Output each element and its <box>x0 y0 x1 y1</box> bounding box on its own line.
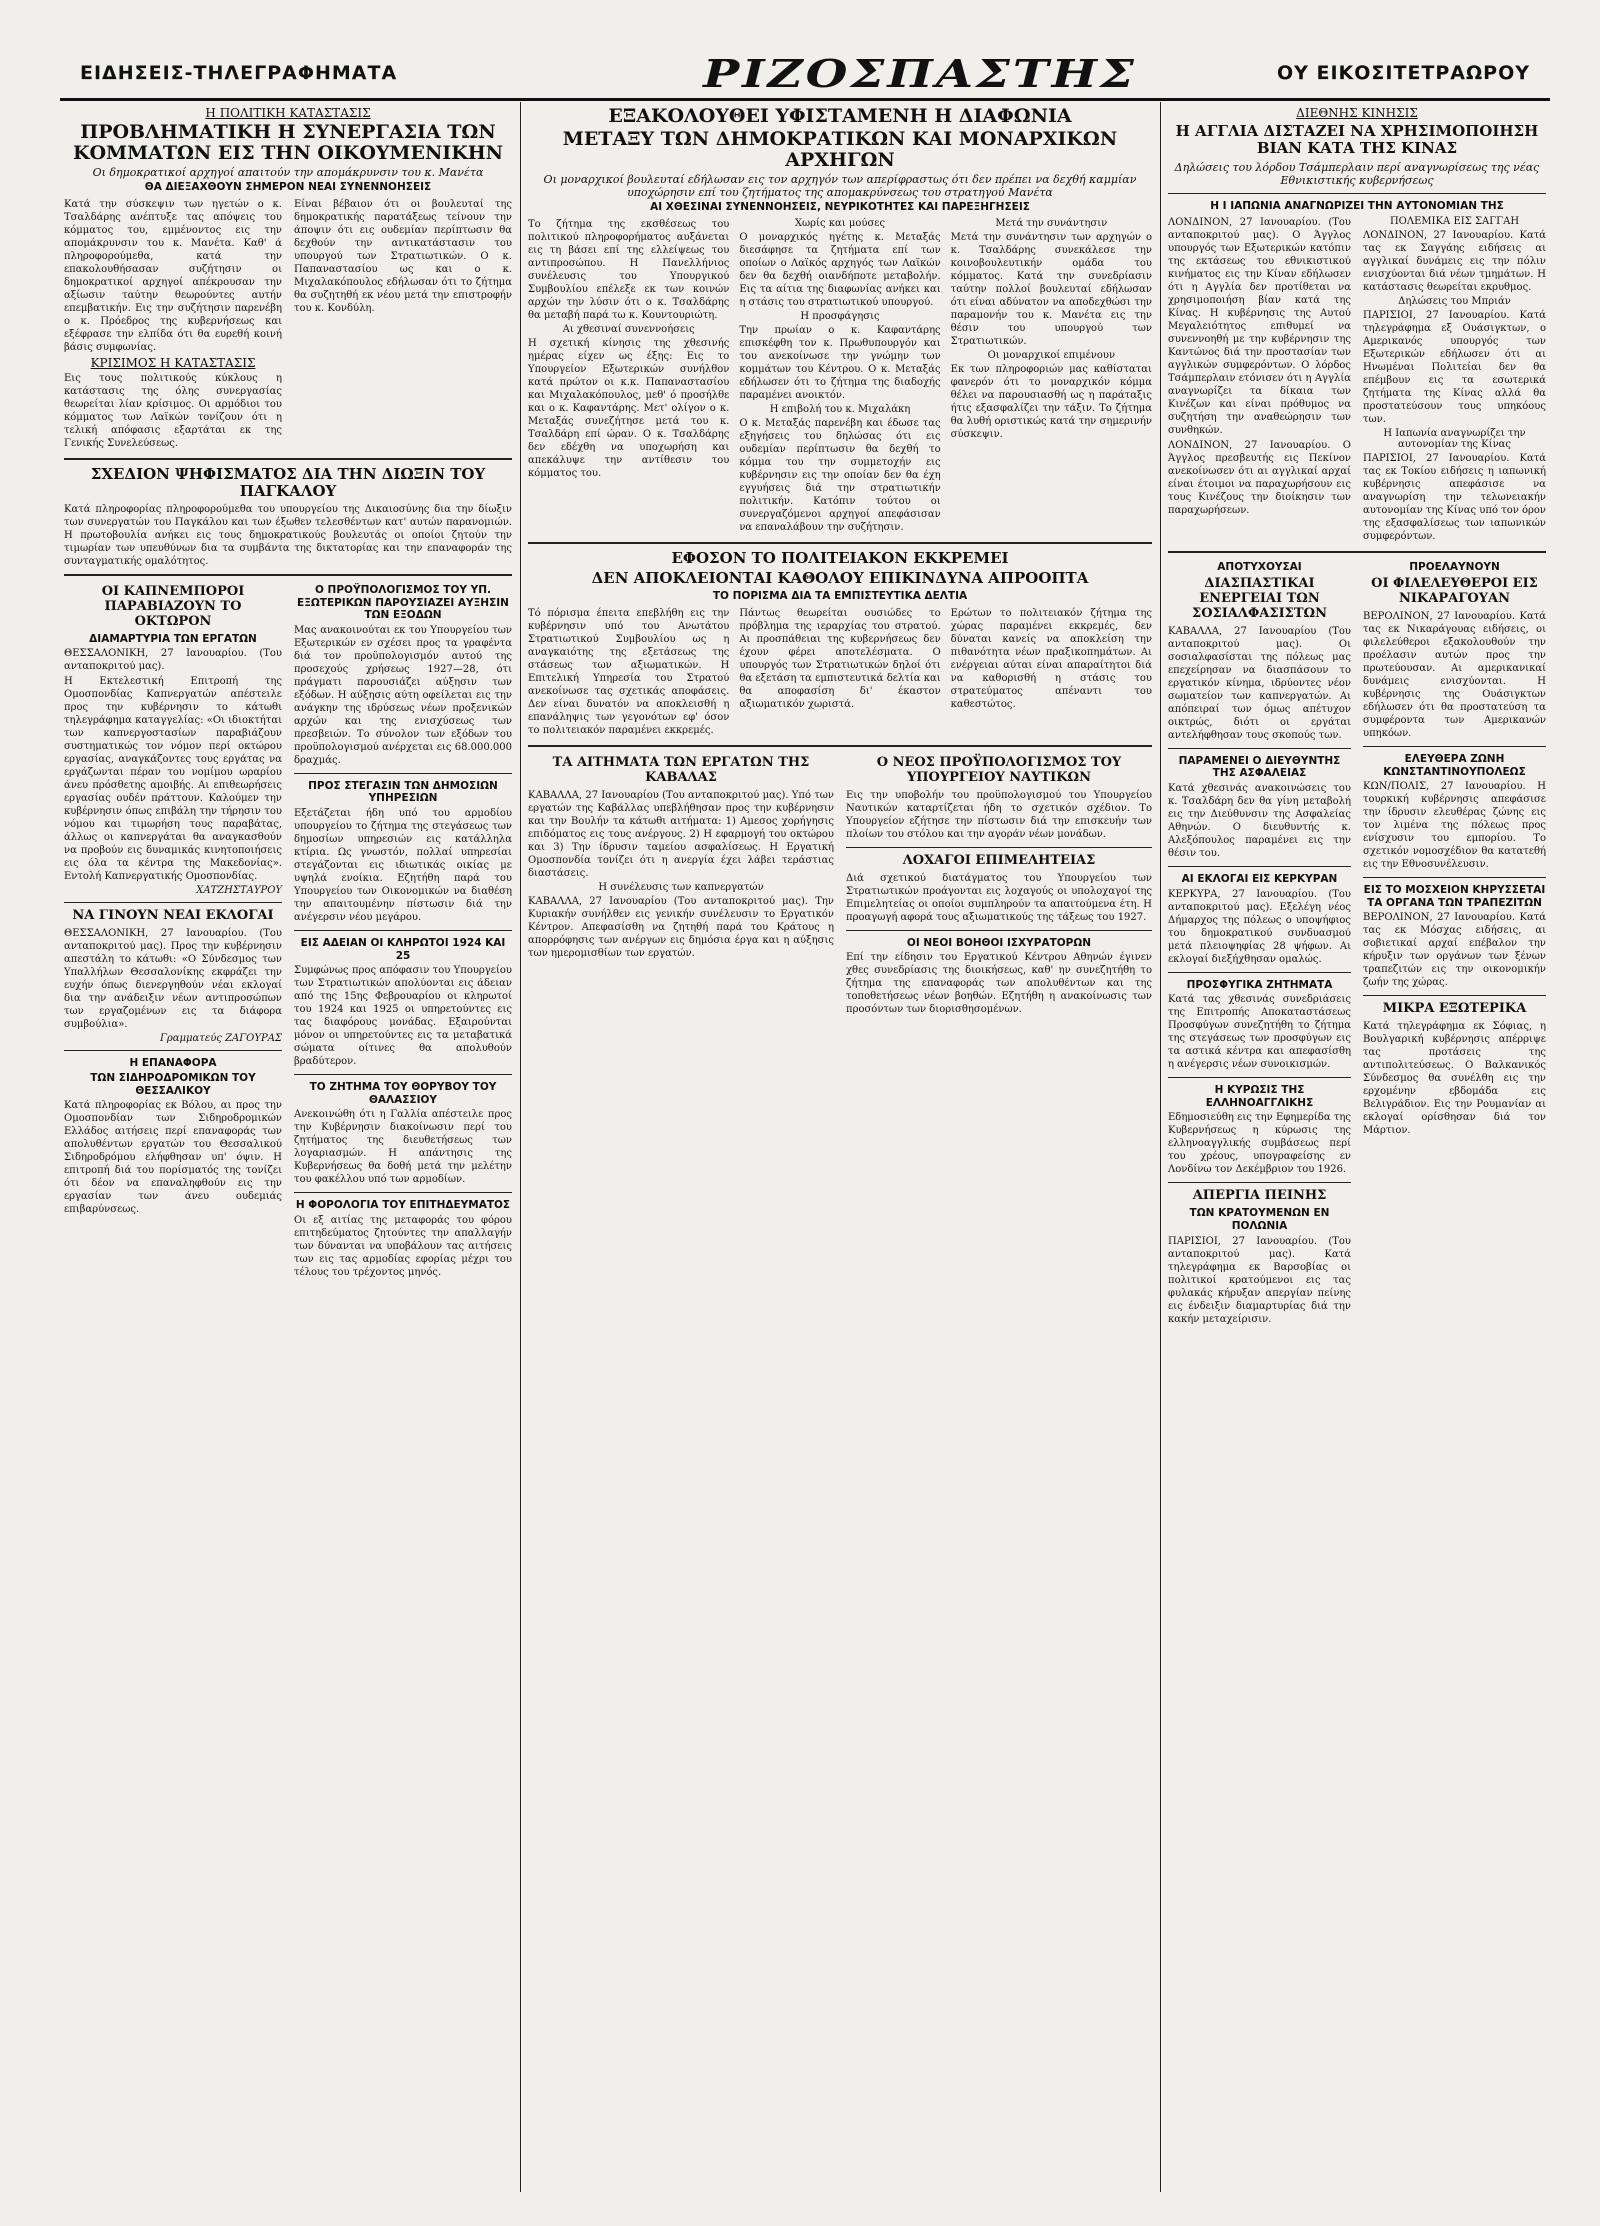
article-body: Ανεκοινώθη ότι η Γαλλία απέστειλε προς την Κυβέρνησιν διακοίνωσιν περί του ζητήματος της διευθετήσεως των λογαριασμών. Η απάντησις της Κυβερνήσεως θα δοθή μετά την μελέτην του φακέλλου υπό των αρμοδίων. <box>294 1109 512 1186</box>
article-body: Εδημοσιεύθη εις την Εφημερίδα της Κυβερνήσεως η κύρωσις της ελληνοαγγλικής συμβάσεως περί του χρέους, υπογραφείσης εν Λονδίνω τον Δεκέμβριον του 1926. <box>1168 1112 1351 1176</box>
article-body: ΚΩΝ/ΠΟΛΙΣ, 27 Ιανουαρίου. Η τουρκική κυβέρνησις απεφάσισε την ίδρυσιν ελευθέρας ζώνης εις τον λιμένα της πόλεως προς ενίσχυσιν του εμπορίου. Το σχετικόν νομοσχέδιον θα κατατεθή εις την Εθνοσυνέλευσιν. <box>1363 781 1546 871</box>
article-headline: ΟΙ ΚΑΠΝΕΜΠΟΡΟΙ ΠΑΡΑΒΙΑΖΟΥΝ ΤΟ ΟΚΤΩΡΟΝ <box>101 584 245 629</box>
article-headline: ΠΡΟΣΦΥΓΙΚΑ ΖΗΤΗΜΑΤΑ <box>1186 978 1333 991</box>
article-headline: ΛΟΧΑΓΟΙ ΕΠΙΜΕΛΗΤΕΙΑΣ <box>902 852 1096 868</box>
article-headline: ΟΙ ΝΕΟΙ ΒΟΗΘΟΙ ΙΣΧΥΡΑΤΟΡΩΝ <box>906 936 1092 949</box>
article-kicker: Η ΠΟΛΙΤΙΚΗ ΚΑΤΑΣΤΑΣΙΣ <box>205 106 371 120</box>
article-subheadline: ΘΑ ΔΙΕΞΑΧΘΟΥΝ ΣΗΜΕΡΟΝ ΝΕΑΙ ΣΥΝΕΝΝΟΗΣΕΙΣ <box>144 180 432 193</box>
article-headline: ΠΡΟΣ ΣΤΕΓΑΣΙΝ ΤΩΝ ΔΗΜΟΣΙΩΝ ΥΠΗΡΕΣΙΩΝ <box>308 779 498 805</box>
article-headline: ΣΧΕΔΙΟΝ ΨΗΦΙΣΜΑΤΟΣ ΔΙΑ ΤΗΝ ΔΙΩΞΙΝ ΤΟΥ ΠΑΓΚΑΛΟΥ <box>90 464 486 500</box>
article-body: ΘΕΣΣΑΛΟΝΙΚΗ, 27 Ιανουαρίου. (Του ανταποκριτού μας). Προς την κυβέρνησιν απεστάλη το κάτωθι: «Ο Σύνδεσμος των Υπαλλήλων Θεσσαλονίκης εκφράζει την ευχήν όπως διενεργηθούν νέαι εκλογαί δια την ανάδειξιν νέων αντιπροσώπων των εργαζομένων εις τα διάφορα συμβούλια». <box>64 928 282 1031</box>
article-body: Κατά χθεσινάς ανακοινώσεις του κ. Τσαλδάρη δεν θα γίνη μεταβολή εις την Διεύθυνσιν της Ασφαλείας Αθηνών. Ο διευθυντής κ. Αλεξόπουλος παραμένει εις την θέσιν του. <box>1168 783 1351 860</box>
divider <box>294 1192 512 1193</box>
article-body: Εκ των πληροφοριών μας καθίσταται φανερόν ότι το μοναρχικόν κόμμα θέλει να παρουσιασθή ως η παράταξις ήτις εξασφαλίζει την τάξιν. Το ζήτημα θα λυθή οριστικώς κατά την σημερινήν σύσκεψιν. <box>950 363 1152 440</box>
divider <box>1363 746 1546 747</box>
article-kicker: Η ΕΠΑΝΑΦΟΡΑ <box>129 1057 217 1070</box>
article-headline: ΑΠΕΡΓΙΑ ΠΕΙΝΗΣ <box>1192 1188 1327 1204</box>
article-subheadline: Η Ι ΙΑΠΩΝΙΑ ΑΝΑΓΝΩΡΙΖΕΙ ΤΗΝ ΑΥΤΟΝΟΜΙΑΝ ΤΗΣ <box>1210 199 1504 212</box>
article-headline: ΠΑΡΑΜΕΝΕΙ Ο ΔΙΕΥΘΥΝΤΗΣ ΤΗΣ ΑΣΦΑΛΕΙΑΣ <box>1178 754 1341 780</box>
article-body: Ο μοναρχικός ηγέτης κ. Μεταξάς διεσάφησε τα ζητήματα επί των οποίων ο Λαϊκός αρχηγός των Λαϊκών δεν θα δεχθή οιανδήποτε μεταβολήν. Εις τα αίτια της διαφωνίας ανήκει και η στάσις του στρατιωτικού υπουργού. <box>739 231 941 308</box>
article-body: Είναι βέβαιον ότι οι βουλευταί της δημοκρατικής παρατάξεως τείνουν την άποψιν ότι εις ουδεμίαν περίπτωσιν θα δεχθούν την αντικατάστασιν του υπουργού των Στρατιωτικών. Ο κ. Παπαναστασίου ως και ο κ. Μιχαλακόπουλος εδήλωσαν ότι το ζήτημα θα συζητηθή εκ νέου μετά την επιστροφήν του κ. Κονδύλη. <box>294 198 512 314</box>
divider <box>1168 1077 1351 1078</box>
center-column <box>528 104 1152 2194</box>
article-body: ΚΑΒΑΛΛΑ, 27 Ιανουαρίου (Του ανταποκριτού μας). Οι σοσιαλφασίσται της πόλεως μας επεχείρησαν να διασπάσουν το εργατικόν κίνημα, ιδρύοντες νέον σωματείον των καπνεργατών. Αι απόπειραί των όμως απέτυχον οικτρώς, διότι οι εργάται αντελήφθησαν τους σκοπούς των. <box>1168 625 1351 741</box>
section-subhead: Η συνέλευσις των καπνεργατών <box>598 881 764 893</box>
masthead <box>60 51 1550 97</box>
divider <box>1363 877 1546 878</box>
article-headline: Ο ΠΡΟΫΠΟΛΟΓΙΣΜΟΣ ΤΟΥ ΥΠ. ΕΞΩΤΕΡΙΚΩΝ ΠΑΡΟΥΣΙΑΖΕΙ ΑΥΞΗΣΙΝ ΤΩΝ ΕΞΟΔΩΝ <box>297 584 509 622</box>
left-column <box>64 104 512 2194</box>
article-body: Οι εξ αιτίας της μεταφοράς του φόρου επιτηδεύματος ζητούντες την απαλλαγήν των δύνανται να υποβάλουν τας αιτήσεις των εις τας αρμοδίας εφορίας μέχρι του τέλους του τρέχοντος μηνός. <box>294 1215 512 1278</box>
lead-headline: ΜΕΤΑΞΥ ΤΩΝ ΔΗΜΟΚΡΑΤΙΚΩΝ ΚΑΙ ΜΟΝΑΡΧΙΚΩΝ ΑΡΧΗΓΩΝ <box>562 127 1118 171</box>
article-body: ΚΕΡΚΥΡΑ, 27 Ιανουαρίου. (Του ανταποκριτού μας). Εξελέγη νέος Δήμαρχος της πόλεως ο υποψήφιος του δημοκρατικού συνδυασμού μετά πλειοψηφίας 28 ψήφων. Αι εκλογαί διεξήχθησαν ομαλώς. <box>1168 888 1351 965</box>
article-body: Κατά πληροφορίας εκ Βόλου, αι προς την Ομοσπονδίαν των Σιδηροδρομικών Ελλάδος αιτήσεις περί επαναφοράς των απολυθέντων εργατών του Θεσσαλικού Σιδηροδρόμου ελήφθησαν υπ' όψιν. Η επιτροπή διά του πορίσματός της τονίζει ότι δέον να επαναληφθούν εις την εργασίαν των άνευ ουδεμιάς επιβαρύνσεως. <box>64 1100 282 1216</box>
article-dek: Οι δημοκρατικοί αρχηγοί απαιτούν την απομάκρυνσιν του κ. Μανέτα <box>92 165 484 179</box>
article-body: Μας ανακοινούται εκ του Υπουργείου των Εξωτερικών εν σχέσει προς τα γραφέντα διά τον προϋπολογισμόν αυτού της προσεχούς χρήσεως 1927—28, ότι πράγματι παρουσιάζει αύξησιν των εξόδων. Η αύξησις αύτη οφείλεται εις την ανάγκην της ιδρύσεως νέων προξενικών αρχών και της ενισχύσεως των πρεσβειών. Το σύνολον των εξόδων του προϋπολογισμού ανέρχεται εις 68.000.000 δραχμάς. <box>294 624 512 766</box>
article-subheadline: ΤΟ ΠΟΡΙΣΜΑ ΔΙΑ ΤΑ ΕΜΠΙΣΤΕΥΤΙΚΑ ΔΕΛΤΙΑ <box>712 590 968 603</box>
article-headline: ΜΙΚΡΑ ΕΞΩΤΕΡΙΚΑ <box>1382 1001 1527 1017</box>
article-headline: ΕΦΟΣΟΝ ΤΟ ΠΟΛΙΤΕΙΑΚΟΝ ΕΚΚΡΕΜΕΙ <box>671 548 1009 567</box>
article-headline: ΝΑ ΓΙΝΟΥΝ ΝΕΑΙ ΕΚΛΟΓΑΙ <box>72 908 274 924</box>
article-body: Η Εκτελεστική Επιτροπή της Ομοσπονδίας Καπνεργατών απέστειλε προς την κυβέρνησιν το κάτωθι τηλεγράφημα καταγγελίας: «Οι ιδιοκτήται των καπνεργοστασίων παραβιάζουν συστηματικώς τον νόμον περί οκτώρου εργασίας, αναγκάζοντες τους εργάτας να εργάζωνται πέραν του νομίμου ωραρίου άνευ πρόσθετης αμοιβής. Αι επιθεωρήσεις εργασίας ουδέν πράττουν. Καλούμεν την κυβέρνησιν όπως επιβάλη την τήρησιν του νόμου και τιμωρήση τους παραβάτας, άλλως οι καπνεργάται θα αναγκασθούν να προβούν εις δυναμικάς κινητοποιήσεις εις όλα τα κέντρα της Μακεδονίας». Εντολή Καπνεργατικής Ομοσπονδίας. <box>64 676 282 883</box>
divider <box>64 574 512 576</box>
article-body: Εξετάζεται ήδη υπό του αρμοδίου υπουργείου το ζήτημα της στεγάσεως των δημοσίων υπηρεσιών εις κατάλληλα κτίρια. Ως γνωστόν, πολλαί υπηρεσίαι στεγάζονται εις ιδιωτικάς οικίας με υψηλά ενοίκια. Εζητήθη παρά του Υπουργείου των Οικονομικών να διαθέση την απαιτουμένην πίστωσιν διά την ανέγερσιν νέου μεγάρου. <box>294 808 512 924</box>
section-kicker: ΚΡΙΣΙΜΟΣ Η ΚΑΤΑΣΤΑΣΙΣ <box>90 355 256 370</box>
article-subheadline: ΔΙΑΜΑΡΤΥΡΙΑ ΤΩΝ ΕΡΓΑΤΩΝ <box>89 632 257 645</box>
article-body: Κατά πληροφορίας πληροφορούμεθα του υπουργείου της Δικαιοσύνης δια την δίωξιν των συνεργατών του Παγκάλου και των έξωθεν τελεσθέντων κατ' αυτών παρανομιών. Η πρωτοβουλία ανήκει εις τους δημοκρατικούς βουλευτάς οι οποίοι ζητούν την τιμωρίαν των υπευθύνων δια τα συμβάντα της δικτατορίας και την επαναφοράν της συνταγματικής ομαλότητος. <box>64 504 512 568</box>
article-body: Εις τους πολιτικούς κύκλους η κατάστασις της όλης συνεργασίας θεωρείται λίαν κρίσιμος. Οι αρμόδιοι του κόμματος των Λαϊκών τονίζουν ότι η τελική απόφασις εξαρτάται εκ της Γενικής Συνελεύσεως. <box>64 372 282 449</box>
article-body: ΚΑΒΑΛΛΑ, 27 Ιανουαρίου (Του ανταποκριτού μας). Την Κυριακήν συνήλθεν εις γενικήν συνέλευσιν το Εργατικόν Κέντρον. Απεφασίσθη να ζητηθή παρά του Κράτους η απορρόφησις των ανέργων εις δημόσια έργα και η αύξησις των ημερομισθίων των εργατών. <box>528 895 834 959</box>
section-title-news: ΕΙΔΗΣΕΙΣ-ΤΗΛΕΓΡΑΦΗΜΑΤΑ <box>80 62 398 84</box>
section-subhead: ΠΟΛΕΜΙΚΑ ΕΙΣ ΣΑΓΓΑΗ <box>1389 216 1520 228</box>
divider <box>1168 551 1546 553</box>
section-subhead: Οι μοναρχικοί επιμένουν <box>987 349 1116 361</box>
section-title-24h: ΟΥ ΕΙΚΟΣΙΤΕΤΡΑΩΡΟΥ <box>1276 62 1530 84</box>
article-signature: Γραμματεύς ΖΑΓΟΥΡΑΣ <box>159 1033 282 1045</box>
divider <box>294 1074 512 1075</box>
section-subhead: Χωρίς και μούσες <box>794 217 886 229</box>
article-body: ΠΑΡΙΣΙΟΙ, 27 Ιανουαρίου. Κατά τηλεγράφημα εξ Ουάσιγκτων, ο Αμερικανός υπουργός των Εξωτερικών εδήλωσεν ότι αι Ηνωμέναι Πολιτείαι δεν θα επέμβουν εις τα εσωτερικά ζητήματα της Κίνας αλλά θα προστατεύσουν τους υπηκόους των. <box>1363 310 1546 426</box>
divider <box>1168 193 1546 194</box>
column-divider <box>1160 102 1161 2192</box>
article-body: ΒΕΡΟΛΙΝΟΝ, 27 Ιανουαρίου. Κατά τας εκ Νικαράγουας ειδήσεις, οι φιλελεύθεροι εξακολουθούν την προέλασιν αυτών προς την πρωτεύουσαν. Αι αμερικανικαί δυνάμεις ενισχύονται. Η κυβέρνησις της Ουάσιγκτων εδήλωσεν ότι θα προστατεύση τα συμφέροντα των Αμερικανών υπηκόων. <box>1363 610 1546 739</box>
divider <box>528 542 1152 544</box>
article-kicker: ΔΙΕΘΝΗΣ ΚΙΝΗΣΙΣ <box>1296 106 1418 120</box>
section-subhead: Η προσφάγησις <box>800 310 880 322</box>
divider <box>1168 1182 1351 1183</box>
section-subhead: Αι χθεσιναί συνεννοήσεις <box>562 323 695 335</box>
lead-headline: ΕΞΑΚΟΛΟΥΘΕΙ ΥΦΙΣΤΑΜΕΝΗ Η ΔΙΑΦΩΝΙΑ <box>608 105 1072 127</box>
article-body: Η σχετική κίνησις της χθεσινής ημέρας είχεν ως έξης: Εις το Υπουργείον Εξωτερικών συνήλθον κατά πρώτον οι κ.κ. Παπαναστασίου και Μιχαλακόπουλος, μεθ' ό προσήλθε και ο κ. Καφαντάρης. Μετ' ολίγον ο κ. Μεταξάς συνεζήτησε μετά του κ. Τσαλδάρη επί ώραν. Ο κ. Τσαλδάρης δεν εδέχθη να υποχωρήση και απεκάλυψε την αντίθεσιν του κόμματος του. <box>528 337 730 479</box>
lead-subheadline: ΑΙ ΧΘΕΣΙΝΑΙ ΣΥΝΕΝΝΟΗΣΕΙΣ, ΝΕΥΡΙΚΟΤΗΤΕΣ ΚΑΙ ΠΑΡΕΞΗΓΗΣΕΙΣ <box>650 201 1030 214</box>
divider <box>64 1050 282 1051</box>
article-body: Εις την υποβολήν του προϋπολογισμού του Υπουργείου Ναυτικών καταρτίζεται ήδη το σχετικόν σχέδιον. Το Υπουργείον εζήτησε την πίστωσιν διά την επισκευήν των πλοίων του στόλου και την αγοράν νέων μονάδων. <box>846 789 1152 840</box>
divider <box>1168 748 1351 749</box>
divider <box>1168 972 1351 973</box>
article-headline: Η ΦΟΡΟΛΟΓΙΑ ΤΟΥ ΕΠΙΤΗΔΕΥΜΑΤΟΣ <box>295 1199 511 1212</box>
article-body: ΛΟΝΔΙΝΟΝ, 27 Ιανουαρίου. (Του ανταποκριτού μας). Ο Άγγλος υπουργός των Εξωτερικών κατόπιν της εκτάσεως του εθνικιστικού κινήματος εις την Κίναν εδήλωσεν ότι η Αγγλία δεν προτίθεται να χρησιμοποιήση βίαν κατά της Κίνας. Η κυβέρνησις της Αυτού Μεγαλειότητος επιθυμεί να συνεννοηθή με την κυβέρνησιν της Καντώνος διά την προστασίαν των αγγλικών συμφερόντων. Ο λόρδος Τσάμπερλαιν ετόνισεν ότι η Αγγλία αναγνωρίζει τα δίκαια των Κινέζων και είναι πρόθυμος να συζητήση την αναθεώρησιν των συνθηκών. <box>1168 217 1351 437</box>
article-dek: Δηλώσεις του λόρδου Τσάμπερλαιν περί αναγνωρίσεως της νέας Εθνικιστικής κυβερνήσεως <box>1174 160 1540 187</box>
article-headline: ΕΛΕΥΘΕΡΑ ΖΩΝΗ ΚΩΝΣΤΑΝΤΙΝΟΥΠΟΛΕΩΣ <box>1383 752 1526 778</box>
masthead-rule <box>60 98 1550 101</box>
article-body: Πάντως θεωρείται ουσιώδες το πρόβλημα της ιεραρχίας του στρατού. Αι προσπάθειαι της κυβερνήσεως δεν έχουν φέρει αποτελέσματα. Ο υπουργός των Στρατιωτικών δηλοί ότι θα εξετάση τα εμπιστευτικά δελτία και θα αποφασίση δι' έκαστον αξιωματικόν χωριστά. <box>739 607 941 710</box>
divider <box>64 902 282 903</box>
article-body: Κατά τας χθεσινάς συνεδριάσεις της Επιτροπής Αποκαταστάσεως Προσφύγων συνεζητήθη το ζήτημα της στεγάσεως των προσφύγων εις τα αστικά κέντρα και απεφασίσθη η ανέγερσις νέων συνοικισμών. <box>1168 994 1351 1071</box>
section-subhead: Η Ιαπωνία αναγνωρίζει την αυτονομίαν της Κίνας <box>1383 428 1526 451</box>
divider <box>1363 995 1546 996</box>
newspaper-title: ΡΙΖΟΣΠΑΣΤΗΣ <box>703 51 1137 97</box>
article-body: Μετά την συνάντησιν των αρχηγών ο κ. Τσαλδάρης συνεκάλεσε την κοινοβουλευτικήν ομάδα του κόμματος. Κατά την συνεδρίασιν ταύτην πολλοί βουλευταί εδήλωσαν ότι είναι αδύνατον να αποδεχθώσι την παραμονήν του κ. Μανέτα εις την θέσιν του υπουργού των Στρατιωτικών. <box>950 231 1152 347</box>
article-body: ΚΑΒΑΛΛΑ, 27 Ιανουαρίου (Του ανταποκριτού μας). Υπό των εργατών της Καβάλλας υπεβλήθησαν προς την κυβέρνησιν και την Βουλήν τα κάτωθι αιτήματα: 1) Αμεσος χορήγησις επιδόματος εις τους ανέργους. 2) Η εφαρμογή του οκτώρου και 3) Την ίδρυσιν ταμείου ασφαλίσεως. Η Εργατική Ομοσπονδία τονίζει ότι η ανεργία έχει λάβει τεράστιας διαστάσεις. <box>528 789 834 879</box>
article-headline: ΤΟ ΖΗΤΗΜΑ ΤΟΥ ΘΟΡΥΒΟΥ ΤΟΥ ΘΑΛΑΣΣΙΟΥ <box>309 1081 497 1106</box>
section-subhead: Δηλώσεις του Μπριάν <box>1398 296 1511 308</box>
article-body: Κατά την σύσκεψιν των ηγετών ο κ. Τσαλδάρης ανέπτυξε τας απόψεις του κόμματος του, εμμένοντος εις την απομάκρυνσιν του κ. Μανέτα. Καθ' ά πληροφορούμεθα, κατά την επακολουθήσασαν συζήτησιν οι δημοκρατικοί αρχηγοί απέκρουσαν την αξίωσιν ταύτην θεωρούντες αυτήν επεμβατικήν. Εις την συζήτησιν παρενέβη ο κ. Πρόεδρος της κυβερνήσεως και εξέφρασε την ελπίδα ότι θα ευρεθή κοινή βάσις συμφωνίας. <box>64 198 282 353</box>
article-body: Την πρωίαν ο κ. Καφαντάρης επισκέφθη τον κ. Πρωθυπουργόν και του ανεκοίνωσε την γνώμην των κομμάτων του Κέντρου. Ο κ. Μεταξάς εδήλωσεν ότι το ζήτημα της διαδοχής παραμένει ανοικτόν. <box>739 324 941 401</box>
section-subhead: Η επιβολή του κ. Μιχαλάκη <box>769 403 911 415</box>
divider <box>846 847 1152 848</box>
article-headline: ΕΙΣ ΑΔΕΙΑΝ ΟΙ ΚΛΗΡΩΤΟΙ 1924 ΚΑΙ 25 <box>300 937 506 962</box>
article-headline: ΕΙΣ ΤΟ ΜΟΣΧΕΙΟΝ ΚΗΡΥΣΣΕΤΑΙ ΤΑ ΟΡΓΑΝΑ ΤΩΝ ΤΡΑΠΕΖΙΤΩΝ <box>1363 884 1546 909</box>
article-signature: ΧΑΤΖΗΣΤΑΥΡΟΥ <box>196 885 282 897</box>
article-body: Ο κ. Μεταξάς παρενέβη και έδωσε τας εξηγήσεις του δηλώσας ότι εις ουδεμίαν περίπτωσιν θα δεχθή το κόμμα του την συμμετοχήν εις κυβέρνησιν εις την οποίαν δεν θα έχη εγγυήσεις διά την στρατιωτικήν πολιτικήν. Κατόπιν τούτου οι συνεργαζόμενοι αρχηγοί απεφάσισαν να επαναλάβουν την συζήτησιν. <box>739 417 941 533</box>
column-divider <box>520 102 521 2192</box>
article-body: ΛΟΝΔΙΝΟΝ, 27 Ιανουαρίου. Κατά τας εκ Σαγγάης ειδήσεις αι αγγλικαί δυνάμεις εις την πόλιν ενισχύονται διά νέων τμημάτων. Η κατάστασις θεωρείται εκρυθμος. <box>1363 230 1546 294</box>
right-column <box>1168 104 1546 2194</box>
article-kicker: ΠΡΟΕΛΑΥΝΟΥΝ <box>1409 561 1500 574</box>
article-headline: ΔΕΝ ΑΠΟΚΛΕΙΟΝΤΑΙ ΚΑΘΟΛΟΥ ΕΠΙΚΙΝΔΥΝΑ ΑΠΡΟΟΠΤΑ <box>591 568 1089 587</box>
article-body: Διά σχετικού διατάγματος του Υπουργείου των Στρατιωτικών προάγονται εις λοχαγούς οι υπολοχαγοί της Επιμελητείας οι οποίοι συμπληρούν τα απαιτούμενα έτη. Η προαγωγή αφορά τους αξιωματικούς της τάξεως του 1927. <box>846 872 1152 923</box>
article-kicker: ΑΠΟΤΥΧΟΥΣΑΙ <box>1217 561 1302 574</box>
article-body: ΒΕΡΟΛΙΝΟΝ, 27 Ιανουαρίου. Κατά τας εκ Μόσχας ειδήσεις, αι σοβιετικαί αρχαί επέβαλον την κήρυξιν των οργάνων των ξένων τραπεζιτών εις την οικονομικήν ζωήν της χώρας. <box>1363 912 1546 989</box>
article-subheadline: ΤΩΝ ΚΡΑΤΟΥΜΕΝΩΝ ΕΝ ΠΟΛΩΝΙΑ <box>1189 1207 1330 1232</box>
article-headline: Ο ΝΕΟΣ ΠΡΟΫΠΟΛΟΓΙΣΜΟΣ ΤΟΥ ΥΠΟΥΡΓΕΙΟΥ ΝΑΥΤΙΚΩΝ <box>876 754 1122 785</box>
section-subhead: Μετά την συνάντησιν <box>995 217 1108 229</box>
article-dateline: ΘΕΣΣΑΛΟΝΙΚΗ, 27 Ιανουαρίου. (Του ανταποκριτού μας). <box>64 648 282 673</box>
article-headline: ΠΡΟΒΛΗΜΑΤΙΚΗ Η ΣΥΝΕΡΓΑΣΙΑ ΤΩΝ ΚΟΜΜΑΤΩΝ ΕΙΣ ΤΗΝ ΟΙΚΟΥΜΕΝΙΚΗΝ <box>72 121 504 164</box>
article-headline: ΑΙ ΕΚΛΟΓΑΙ ΕΙΣ ΚΕΡΚΥΡΑΝ <box>1181 873 1338 886</box>
article-headline: Η ΚΥΡΩΣΙΣ ΤΗΣ ΕΛΛΗΝΟΑΓΓΛΙΚΗΣ <box>1205 1084 1314 1109</box>
article-headline: ΔΙΑΣΠΑΣΤΙΚΑΙ ΕΝΕΡΓΕΙΑΙ ΤΩΝ ΣΟΣΙΑΛΦΑΣΙΣΤΩΝ <box>1192 576 1327 621</box>
article-body: Το ζήτημα της εκσθέσεως του πολιτικού πληροφορήματος αυξάνεται εις τη βάσει επί της ελλείψεως του αντιπροσώπου. Η Πανελλήνιος συνέλευσις του Υπουργικού Συμβουλίου επέλεξε εκ των κοινών αρχών την λύσιν ότι ο κ. Τσαλδάρης θα μεταβή παρά τω κ. Κουντουριώτη. <box>528 218 730 321</box>
divider <box>1168 866 1351 867</box>
article-headline: ΤΑ ΑΙΤΗΜΑΤΑ ΤΩΝ ΕΡΓΑΤΩΝ ΤΗΣ ΚΑΒΑΛΑΣ <box>552 754 810 785</box>
article-headline: ΤΩΝ ΣΙΔΗΡΟΔΡΟΜΙΚΩΝ ΤΟΥ ΘΕΣΣΑΛΙΚΟΥ <box>90 1072 256 1097</box>
article-body: ΛΟΝΔΙΝΟΝ, 27 Ιανουαρίου. Ο Άγγλος πρεσβευτής εις Πεκίνον ανεκοίνωσεν ότι αι αγγλικαί αρχαί είναι έτοιμοι να παραχωρήσουν εις τους Κινέζους την διοίκησιν των παραχωρήσεων. <box>1168 440 1351 517</box>
article-body: Κατά τηλεγράφημα εκ Σόφιας, η Βουλγαρική κυβέρνησις απέρριψε τας προτάσεις της αντιπολιτεύσεως. Ο Βαλκανικός Σύνδεσμος θα συνέλθη εις την ερχομένην εβδομάδα εις Βελιγράδιον. Εις την Ρουμανίαν αι εκλογαί ορίσθησαν διά τον Μάρτιον. <box>1363 1021 1546 1137</box>
article-headline: Η ΑΓΓΛΙΑ ΔΙΣΤΑΖΕΙ ΝΑ ΧΡΗΣΙΜΟΠΟΙΗΣΗ ΒΙΑΝ ΚΑΤΑ ΤΗΣ ΚΙΝΑΣ <box>1175 122 1539 158</box>
article-headline: ΟΙ ΦΙΛΕΛΕΥΘΕΡΟΙ ΕΙΣ ΝΙΚΑΡΑΓΟΥΑΝ <box>1371 576 1538 606</box>
article-body: Ερώτων το πολιτειακόν ζήτημα της χώρας παραμένει εκκρεμές, δεν δύναται κανείς να αποκλείση την πιθανότητα νέων πραξικοπημάτων. Αι ενέργειαι αύται είναι απαραίτητοι διά να καθορισθή η στάσις του στρατεύματος απέναντι του καθεστώτος. <box>950 607 1152 710</box>
divider <box>294 930 512 931</box>
lead-dek: Οι μοναρχικοί βουλευταί εδήλωσαν εις τον αρχηγόν των απερίφραστως ότι δεν πρέπει να δεχθή καμμίαν υποχώρησιν επί του ζητήματος της απομακρύνσεως του στρατηγού Μανέτα <box>543 172 1137 199</box>
divider <box>64 458 512 460</box>
article-body: ΠΑΡΙΣΙΟΙ, 27 Ιανουαρίου. (Του ανταποκριτού μας). Κατά τηλεγράφημα εκ Βαρσοβίας οι πολιτικοί κρατούμενοι εις τας φυλακάς κήρυξαν απεργίαν πείνης εις ένδειξιν διαμαρτυρίας διά την κακήν μεταχείρισιν. <box>1168 1235 1351 1325</box>
article-body: ΠΑΡΙΣΙΟΙ, 27 Ιανουαρίου. Κατά τας εκ Τοκίου ειδήσεις η ιαπωνική κυβέρνησις απεφάσισε να αναγνωρίση την τελωνειακήν αυτονομίαν της Κίνας υπό τον όρον της εξασφαλίσεως των ιαπωνικών συμφερόντων. <box>1363 453 1546 543</box>
divider <box>846 930 1152 931</box>
article-body: Τό πόρισμα έπειτα επεβλήθη εις την κυβέρνησιν υπό του Ανωτάτου Στρατιωτικού Συμβουλίου ως η αναγκαιότης της εξετάσεως της στάσεως των αξιωματικών. Η Επιτελική Υπηρεσία του Στρατού ανεκοίνωσε τας σχετικάς αποφάσεις. Δεν είναι δυνατόν να αποκλεισθή η επανάληψις των γεγονότων εφ' όσον το πολιτειακόν παραμένει εκκρεμές. <box>528 607 730 736</box>
divider <box>528 745 1152 747</box>
divider <box>294 773 512 774</box>
article-body: Συμφώνως προς απόφασιν του Υπουργείου των Στρατιωτικών απολύονται εις άδειαν από της 15ης Φεβρουαρίου οι κληρωτοί του 1924 και 1925 οι υπηρετούντες εις τας διαφόρους μονάδας. Εξαιρούνται μόνον οι υπηρετούντες εις τα μεταβατικά σώματα οίτινες θα απολυθούν βραδύτερον. <box>294 965 512 1068</box>
article-body: Επί την είδησιν του Εργατικού Κέντρου Αθηνών έγινεν χθες συνεδρίασις της διοικήσεως, καθ' ην συνεζητήθη το ζήτημα της επαναφοράς των απολυθέντων και της τοποθετήσεως νέων βοηθών. Εζητήθη η ανακοίνωσις των προσόντων των διορισθησομένων. <box>846 952 1152 1016</box>
